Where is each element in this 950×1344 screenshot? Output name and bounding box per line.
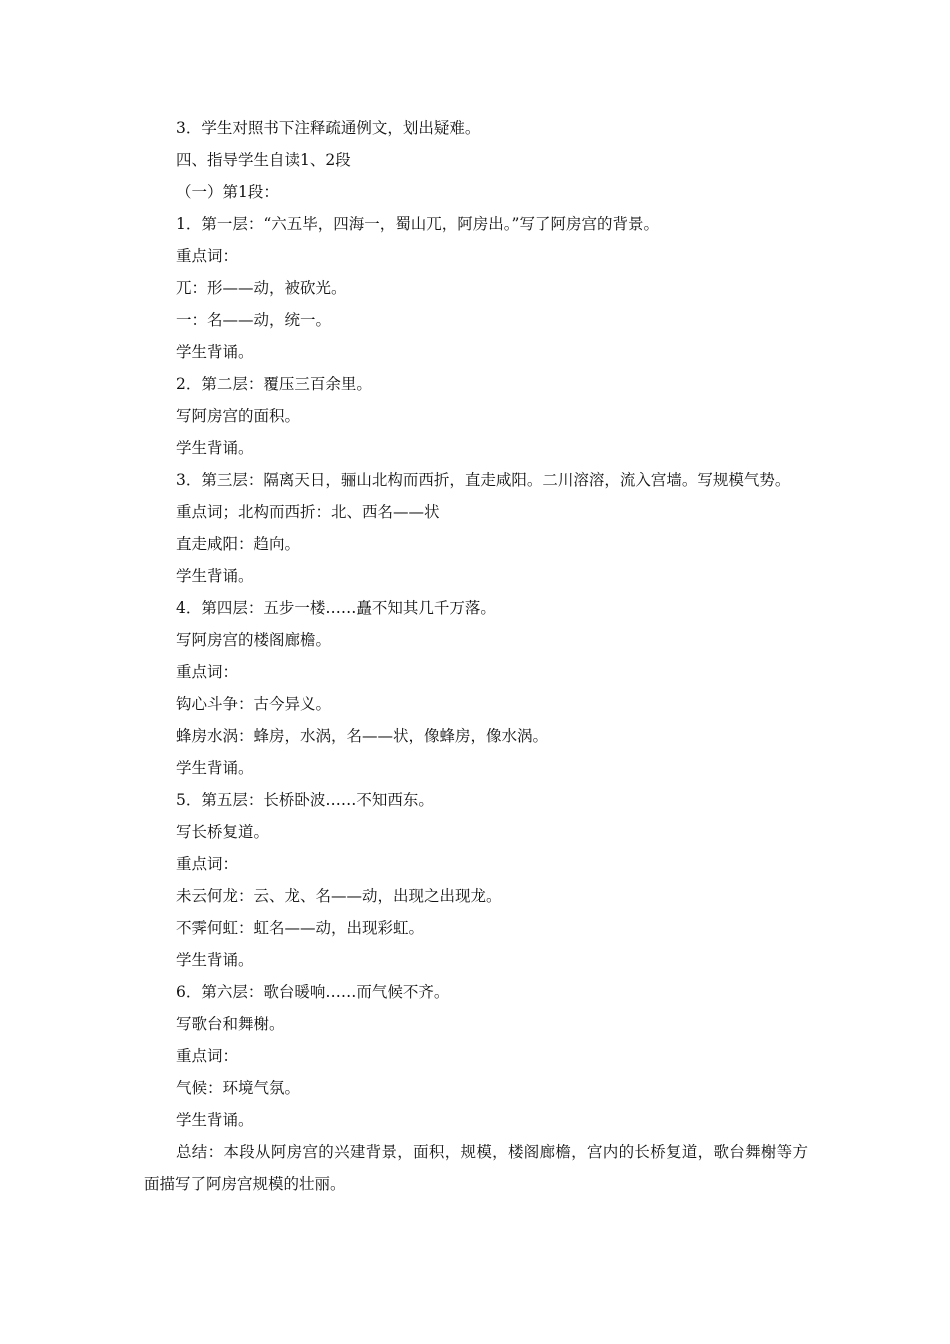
text-line: 写歌台和舞榭。 xyxy=(176,1015,285,1033)
summary-paragraph: 总结：本段从阿房宫的兴建背景，面积，规模，楼阁廊檐，宫内的长桥复道，歌台舞榭等方面描写了阿房宫规模的壮丽。 xyxy=(144,1143,808,1193)
text-line: 兀：形——动，被砍光。 xyxy=(176,279,347,297)
text-line: 1．第一层：“六五毕，四海一，蜀山兀，阿房出。”写了阿房宫的背景。 xyxy=(176,215,659,233)
text-line: 重点词： xyxy=(176,855,239,873)
text-line: 2．第二层：覆压三百余里。 xyxy=(176,375,372,393)
text-paragraph: 3．第三层：隔离天日，骊山北构而西折，直走咸阳。二川溶溶，流入宫墙。写规模气势。 xyxy=(176,471,791,489)
text-line: 一：名——动，统一。 xyxy=(176,311,332,329)
text-line: 气候：环境气氛。 xyxy=(176,1079,301,1097)
section-heading: 四、指导学生自读1、2段 xyxy=(176,151,351,169)
text-line: 学生背诵。 xyxy=(176,439,254,457)
text-line: 学生背诵。 xyxy=(176,567,254,585)
text-line: 重点词： xyxy=(176,247,239,265)
text-line: 未云何龙：云、龙、名——动，出现之出现龙。 xyxy=(176,887,502,905)
subsection-heading: （一）第1段： xyxy=(176,183,279,201)
text-line: 重点词： xyxy=(176,663,239,681)
text-line: 重点词；北构而西折：北、西名——状 xyxy=(176,503,440,521)
text-line: 学生背诵。 xyxy=(176,759,254,777)
text-line: 6．第六层：歌台暖响……而气候不齐。 xyxy=(176,983,450,1001)
text-line: 写阿房宫的楼阁廊檐。 xyxy=(176,631,332,649)
text-line: 写阿房宫的面积。 xyxy=(176,407,301,425)
text-line: 5．第五层：长桥卧波……不知西东。 xyxy=(176,791,434,809)
text-line: 4．第四层：五步一楼……矗不知其几千万落。 xyxy=(176,599,496,617)
text-line: 蜂房水涡：蜂房，水涡，名——状，像蜂房，像水涡。 xyxy=(176,727,549,745)
text-line: 直走咸阳：趋向。 xyxy=(176,535,301,553)
text-line: 3．学生对照书下注释疏通例文，划出疑难。 xyxy=(176,119,481,137)
text-line: 学生背诵。 xyxy=(176,951,254,969)
text-line: 写长桥复道。 xyxy=(176,823,270,841)
text-line: 学生背诵。 xyxy=(176,1111,254,1129)
document-body xyxy=(144,112,808,1200)
text-line: 钩心斗争：古今异义。 xyxy=(176,695,332,713)
text-line: 不霁何虹：虹名——动，出现彩虹。 xyxy=(176,919,425,937)
text-line: 重点词： xyxy=(176,1047,239,1065)
text-line: 学生背诵。 xyxy=(176,343,254,361)
